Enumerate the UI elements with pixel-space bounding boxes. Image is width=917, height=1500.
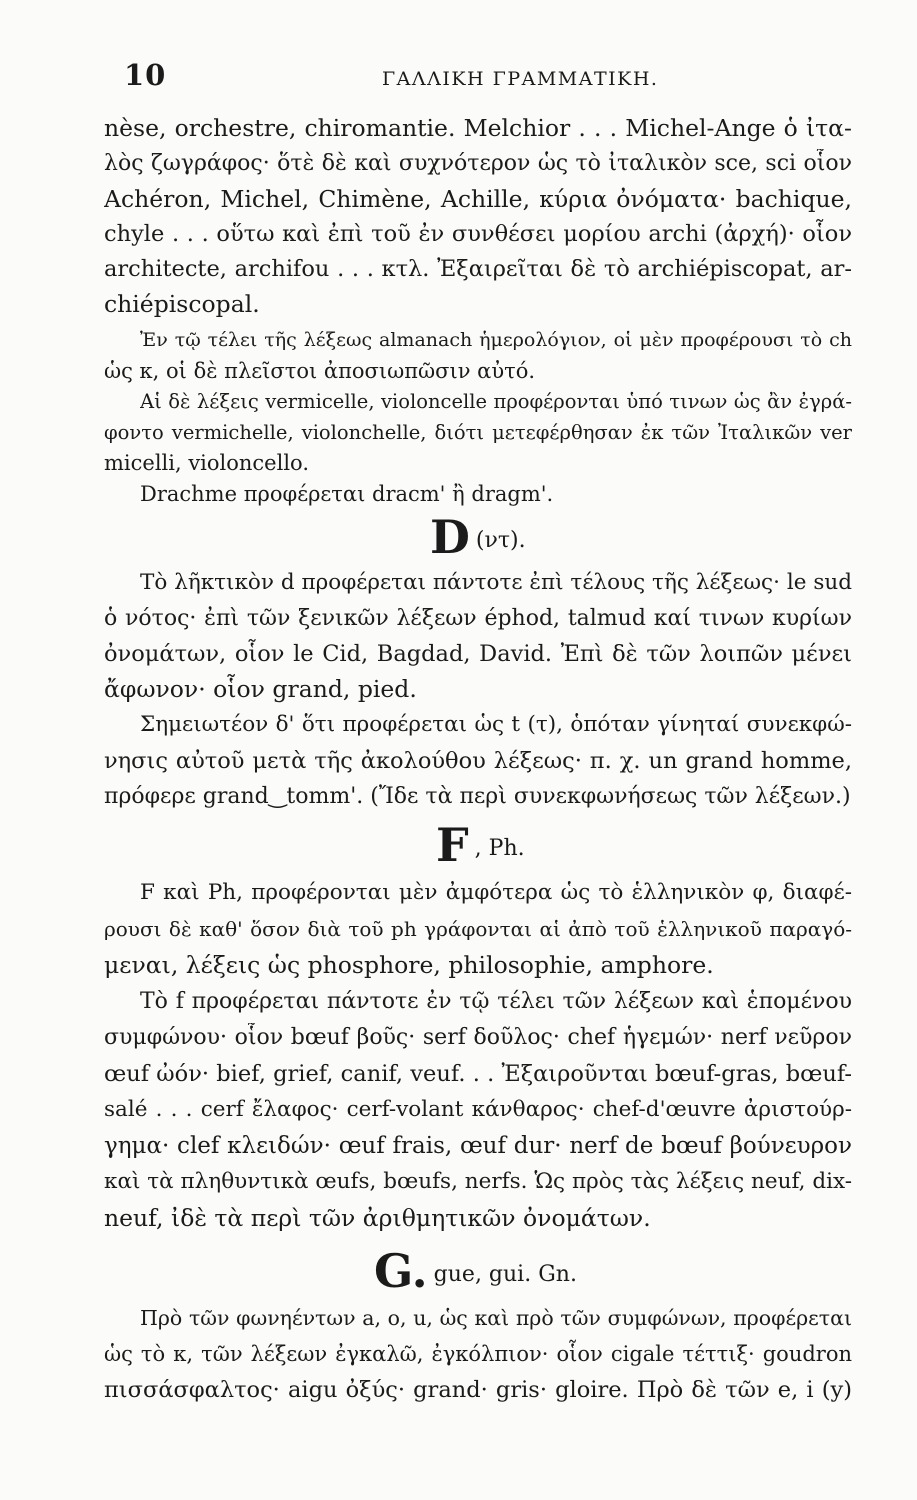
- text-line: μεναι, λέξεις ὡς phosphore, philosophie, amphore.: [104, 951, 714, 979]
- text-line: Τὸ f προφέρεται πάντοτε ἐν τῷ τέλει τῶν λέξεων καὶ ἑπομένου: [140, 989, 852, 1014]
- text-line: ὁ νότος· ἐπὶ τῶν ξενικῶν λέξεων éphod, talmud καί τινων κυρίων: [104, 606, 852, 631]
- heading-rest: (ντ).: [475, 528, 526, 553]
- text-line: συμφώνου· οἷον bœuf βοῦς· serf δοῦλος· chef ἡγεμών· nerf νεῦρον: [104, 1025, 852, 1050]
- text-line: neuf, ἰδὲ τὰ περὶ τῶν ἀριθμητικῶν ὀνομάτων.: [104, 1204, 651, 1232]
- text-line: F καὶ Ph, προφέρονται μὲν ἀμφότερα ὡς τὸ ἑλληνικὸν φ, διαφέ-: [140, 880, 852, 905]
- text-line: Αἱ δὲ λέξεις vermicelle, violoncelle προφέρονται ὑπό τινων ὡς ἂν ἐγρά-: [140, 390, 852, 413]
- text-line: πισσάσφαλτος· aigu ὀξύς· grand· gris· gloire. Πρὸ δὲ τῶν e, i (y): [104, 1377, 852, 1403]
- heading-letter: D: [430, 510, 470, 564]
- text-line: chiépiscopal.: [104, 290, 260, 318]
- text-line: νησις αὐτοῦ μετὰ τῆς ἀκολούθου λέξεως· π. χ. un grand homme,: [104, 748, 852, 774]
- running-header: [124, 58, 864, 98]
- running-title: ΓΑΛΛΙΚΗ ΓΡΑΜΜΑΤΙΚΗ.: [382, 68, 659, 90]
- text-line: ρουσι δὲ καθ' ὅσον διὰ τοῦ ph γράφονται αἱ ἀπὸ τοῦ ἑλληνικοῦ παραγό-: [104, 917, 852, 941]
- text-line: λὸς ζωγράφος· ὅτὲ δὲ καὶ συχνότερον ὡς τὸ ἰταλικὸν sce, sci οἷον: [104, 151, 852, 176]
- text-line: architecte, archifou . . . κτλ. Ἐξαιρεῖται δὲ τὸ archiépiscopat, ar-: [104, 256, 852, 282]
- text-line: ὀνομάτων, οἷον le Cid, Bagdad, David. Ἐπὶ δὲ τῶν λοιπῶν μένει: [104, 641, 852, 667]
- section-heading-g: [374, 1244, 577, 1298]
- text-line: micelli, violoncello.: [104, 451, 309, 475]
- text-line: Πρὸ τῶν φωνηέντων a, o, u, ὡς καὶ πρὸ τῶν συμφώνων, προφέρεται: [140, 1306, 852, 1330]
- heading-rest: , Ph.: [474, 836, 525, 861]
- text-line: œuf ὠόν· bief, grief, canif, veuf. . . Ἐξαιροῦνται bœuf-gras, bœuf-: [104, 1061, 852, 1087]
- section-heading-d: [430, 510, 526, 564]
- heading-letter: G.: [374, 1244, 428, 1298]
- text-line: Drachme προφέρεται dracm' ἢ dragm'.: [140, 482, 554, 506]
- text-line: Τὸ λῆκτικὸν d προφέρεται πάντοτε ἐπὶ τέλους τῆς λέξεως· le sud: [140, 570, 852, 595]
- text-line: Achéron, Michel, Chimène, Achille, κύρια ὀνόματα· bachique,: [104, 185, 852, 213]
- text-line: πρόφερε grand‿tomm'. (Ἴδε τὰ περὶ συνεκφωνήσεως τῶν λέξεων.): [104, 784, 851, 809]
- heading-rest: gue, gui. Gn.: [433, 1262, 577, 1287]
- text-line: ὡς τὸ κ, τῶν λέξεων ἐγκαλῶ, ἐγκόλπιον· οἷον cigale τέττιξ· goudron: [104, 1342, 852, 1366]
- section-heading-f: [436, 818, 525, 872]
- text-line: ὡς κ, οἱ δὲ πλεῖστοι ἀποσιωπῶσιν αὐτό.: [104, 359, 536, 383]
- text-line: Σημειωτέον δ' ὅτι προφέρεται ὡς t (τ), ὁπόταν γίνηταί συνεκφώ-: [140, 712, 852, 737]
- text-line: φοντο vermichelle, violonchelle, διότι μετεφέρθησαν ἐκ τῶν Ἰταλικῶν ver: [104, 421, 852, 444]
- text-line: καὶ τὰ πληθυντικὰ œufs, bœufs, nerfs. Ὡς πρὸς τὰς λέξεις neuf, dix-: [104, 1169, 852, 1194]
- heading-letter: F: [436, 818, 469, 872]
- text-line: γημα· clef κλειδών· œuf frais, œuf dur· nerf de bœuf βούνευρον: [104, 1133, 852, 1159]
- text-line: nèse, orchestre, chiromantie. Melchior . . . Michel-Ange ὁ ἰτα-: [104, 114, 852, 142]
- page-number: 10: [124, 58, 167, 92]
- text-line: Ἐν τῷ τέλει τῆς λέξεως almanach ἡμερολόγιον, οἱ μὲν προφέρουσι τὸ ch: [140, 329, 852, 351]
- text-line: ἄφωνον· οἷον grand, pied.: [104, 675, 417, 703]
- text-line: salé . . . cerf ἔλαφος· cerf-volant κάνθαρος· chef-d'œuvre ἀριστούρ-: [104, 1097, 852, 1122]
- text-line: chyle . . . οὕτω καὶ ἐπὶ τοῦ ἐν συνθέσει μορίου archi (ἀρχή)· οἷον: [104, 221, 852, 247]
